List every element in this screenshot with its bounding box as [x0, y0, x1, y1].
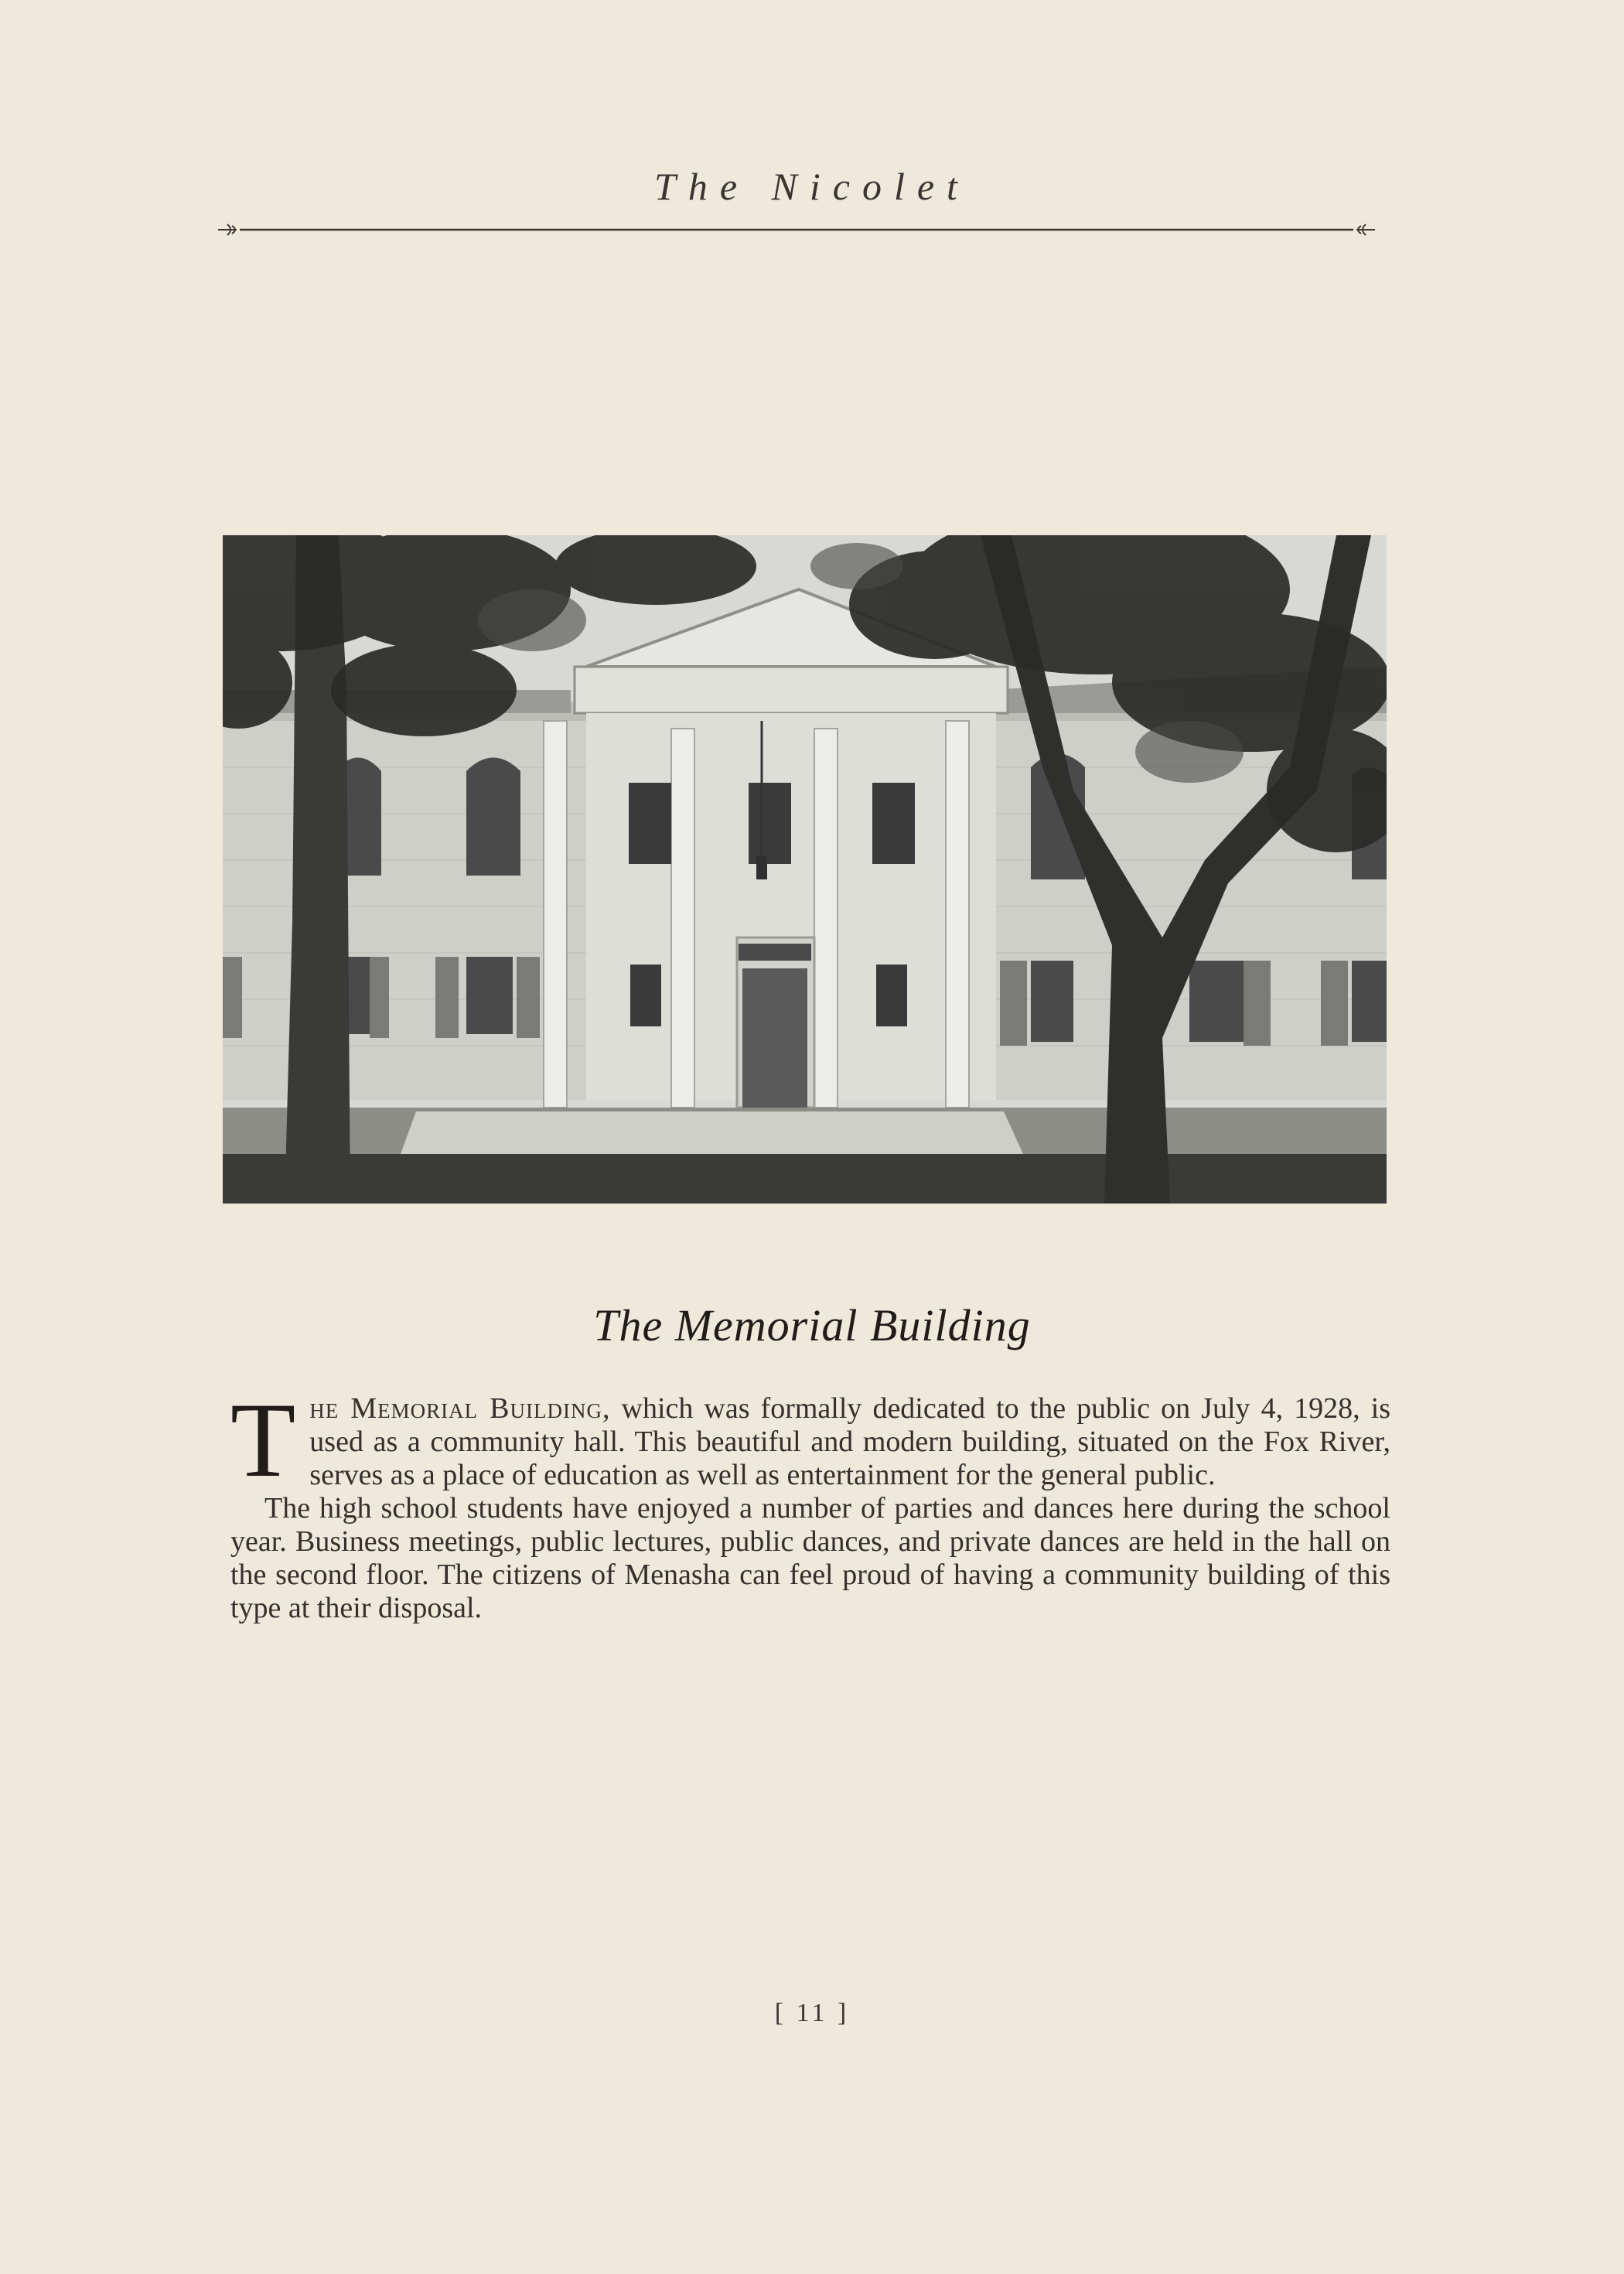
- lead-smallcaps: he Memorial Building,: [309, 1392, 611, 1425]
- article-body: [230, 1381, 1390, 1625]
- paragraph-2: The high school students have enjoyed a number of parties and dances here during the school year. Business meetings, public lectures, public dances, and private dances are held in the hall on the second floor. The citizens of Menasha can feel proud of having a community building of this type at their disposal.: [230, 1492, 1390, 1624]
- running-title: The Nicolet: [654, 165, 970, 208]
- paragraph-1-text: which was formally dedicated to the public on July 4, 1928, is used as a community hall. This beautiful and modern building, situated on the Fox River, serves as a place of education as well as entertainment for the general public.: [309, 1392, 1390, 1491]
- paragraph-1: [230, 1381, 1390, 1499]
- ornamental-rule: [217, 218, 1377, 241]
- drop-cap: T: [230, 1381, 296, 1499]
- page-number: [ 11 ]: [774, 1999, 850, 2027]
- memorial-building-photo: [223, 535, 1387, 1204]
- article-title: The Memorial Building: [593, 1300, 1031, 1350]
